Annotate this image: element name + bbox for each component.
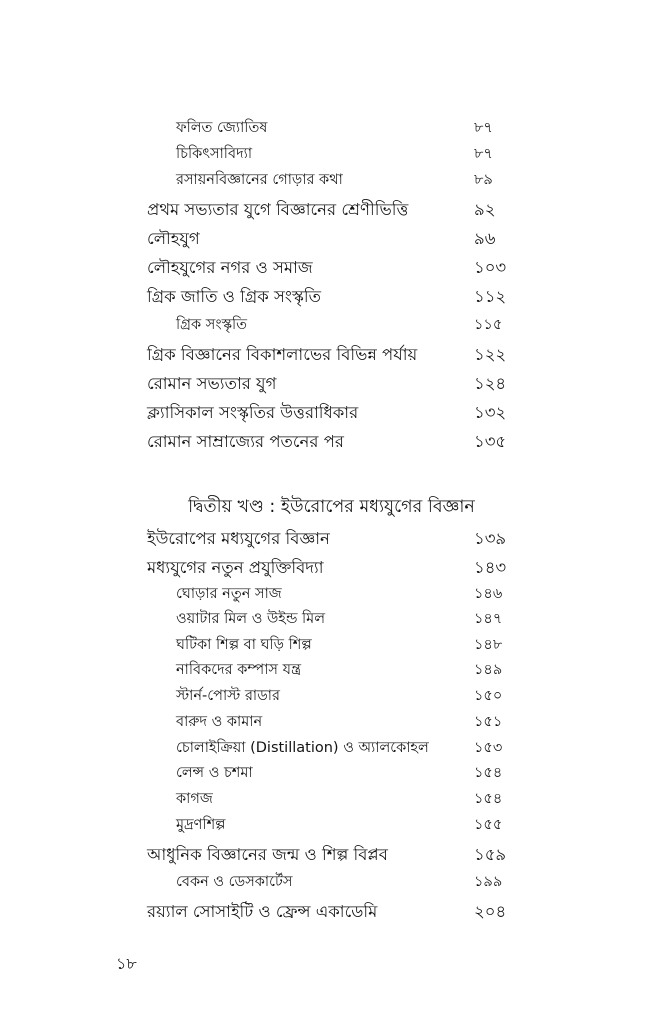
toc-entry-title: বেকন ও ডেসকার্টেস bbox=[176, 874, 293, 890]
toc-entry-title: রয়্যাল সোসাইটি ও ফ্রেন্স একাডেমি bbox=[147, 902, 378, 921]
toc-entry-title: রোমান সাম্রাজ্যের পতনের পর bbox=[147, 432, 344, 451]
toc-entry-page: ১৪৮ bbox=[474, 637, 503, 653]
toc-entry-page: ৯৬ bbox=[474, 229, 496, 248]
toc-entry-title: লৌহযুগ bbox=[147, 229, 200, 248]
toc-entry-page: ১২২ bbox=[474, 345, 507, 364]
toc-entry-title: লেন্স ও চশমা bbox=[176, 765, 253, 781]
toc-entry-title: মধ্যযুগের নতুন প্রযুক্তিবিদ্যা bbox=[147, 558, 324, 577]
toc-entry bbox=[0, 197, 663, 223]
toc-entry bbox=[0, 284, 663, 310]
toc-entry-title: রসায়নবিজ্ঞানের গোড়ার কথা bbox=[176, 172, 343, 188]
toc-entry-title: গ্রিক সংস্কৃতি bbox=[176, 317, 248, 333]
toc-entry-page: ১৩৫ bbox=[474, 432, 507, 451]
toc-entry-title: ক্ল্যাসিকাল সংস্কৃতির উত্তরাধিকার bbox=[147, 403, 359, 422]
toc-entry bbox=[0, 342, 663, 368]
toc-entry bbox=[0, 583, 663, 609]
toc-entry-page: ১৫৪ bbox=[474, 765, 503, 781]
toc-entry-title: গ্রিক জাতি ও গ্রিক সংস্কৃতি bbox=[147, 287, 322, 306]
toc-entry-page: ১৫৩ bbox=[474, 740, 503, 756]
toc-entry-page: ১৫৪ bbox=[474, 791, 503, 807]
toc-entry-title: স্টার্ন-পোস্ট রাডার bbox=[176, 688, 280, 704]
toc-entry bbox=[0, 255, 663, 281]
toc-entry bbox=[0, 685, 663, 711]
toc-entry bbox=[0, 762, 663, 788]
toc-entry-title: কাগজ bbox=[176, 791, 213, 807]
toc-entry bbox=[0, 169, 663, 195]
toc-entry bbox=[0, 842, 663, 868]
toc-entry-page: ৮৯ bbox=[474, 172, 493, 188]
toc-entry-page: ১৪৩ bbox=[474, 558, 507, 577]
toc-entry bbox=[0, 371, 663, 397]
toc-entry-page: ১৫৫ bbox=[474, 817, 503, 833]
toc-entry bbox=[0, 143, 663, 169]
toc-entry bbox=[0, 711, 663, 737]
toc-entry bbox=[0, 555, 663, 581]
toc-entry-page: ১৪৬ bbox=[474, 586, 503, 602]
toc-entry-title: বারুদ ও কামান bbox=[176, 714, 263, 730]
toc-entry-page: ১৫৯ bbox=[474, 845, 507, 864]
toc-entry-title: ফলিত জ্যোতিষ bbox=[176, 120, 268, 136]
toc-entry bbox=[0, 400, 663, 426]
toc-entry-page: ১৩২ bbox=[474, 403, 507, 422]
toc-entry-page: ১৫০ bbox=[474, 688, 503, 704]
toc-entry-page: ১০৩ bbox=[474, 258, 507, 277]
toc-entry-page: ১৩৯ bbox=[474, 529, 507, 548]
toc-entry bbox=[0, 814, 663, 840]
toc-entry-title: নাবিকদের কম্পাস যন্ত্র bbox=[176, 662, 302, 678]
toc-entry-title: মুদ্রণশিল্প bbox=[176, 817, 226, 833]
toc-entry-title: ঘটিকা শিল্প বা ঘড়ি শিল্প bbox=[176, 637, 312, 653]
toc-entry bbox=[0, 737, 663, 763]
toc-entry-title: চিকিৎসাবিদ্যা bbox=[176, 146, 253, 162]
toc-entry-title: চোলাইক্রিয়া (Distillation) ও অ্যালকোহল bbox=[176, 740, 429, 756]
toc-entry-title: গ্রিক বিজ্ঞানের বিকাশলাভের বিভিন্ন পর্যায় bbox=[147, 345, 418, 364]
toc-entry bbox=[0, 314, 663, 340]
toc-entry-page: ২০৪ bbox=[474, 902, 507, 921]
toc-entry-page: ১৫১ bbox=[474, 714, 503, 730]
page-number: ১৮ bbox=[116, 954, 137, 973]
toc-entry bbox=[0, 526, 663, 552]
toc-entry-page: ৮৭ bbox=[474, 146, 493, 162]
toc-entry bbox=[0, 871, 663, 897]
toc-entry-page: ১৪৭ bbox=[474, 611, 503, 627]
toc-entry bbox=[0, 608, 663, 634]
toc-entry-title: ঘোড়ার নতুন সাজ bbox=[176, 586, 282, 602]
toc-entry-page: ১১৫ bbox=[474, 317, 503, 333]
toc-entry-title: প্রথম সভ্যতার যুগে বিজ্ঞানের শ্রেণীভিত্তি bbox=[147, 200, 409, 219]
toc-entry-page: ১১২ bbox=[474, 287, 507, 306]
toc-entry-title: আধুনিক বিজ্ঞানের জন্ম ও শিল্প বিপ্লব bbox=[147, 845, 388, 864]
toc-entry-title: ওয়াটার মিল ও উইন্ড মিল bbox=[176, 611, 326, 627]
toc-entry bbox=[0, 117, 663, 143]
toc-entry bbox=[0, 226, 663, 252]
toc-entry bbox=[0, 659, 663, 685]
toc-entry-title: ইউরোপের মধ্যযুগের বিজ্ঞান bbox=[147, 529, 330, 548]
toc-entry-page: ১২৪ bbox=[474, 374, 507, 393]
toc-entry-page: ৯২ bbox=[474, 200, 496, 219]
toc-entry bbox=[0, 634, 663, 660]
toc-entry-page: ৮৭ bbox=[474, 120, 493, 136]
toc-entry-page: ১৪৯ bbox=[474, 662, 503, 678]
toc-entry bbox=[0, 899, 663, 925]
toc-entry-title: রোমান সভ্যতার যুগ bbox=[147, 374, 277, 393]
toc-entry bbox=[0, 429, 663, 455]
section-heading: দ্বিতীয় খণ্ড : ইউরোপের মধ্যযুগের বিজ্ঞান bbox=[188, 497, 475, 517]
toc-entry-title: লৌহযুগের নগর ও সমাজ bbox=[147, 258, 313, 277]
toc-entry-page: ১৯৯ bbox=[474, 874, 503, 890]
toc-entry bbox=[0, 788, 663, 814]
